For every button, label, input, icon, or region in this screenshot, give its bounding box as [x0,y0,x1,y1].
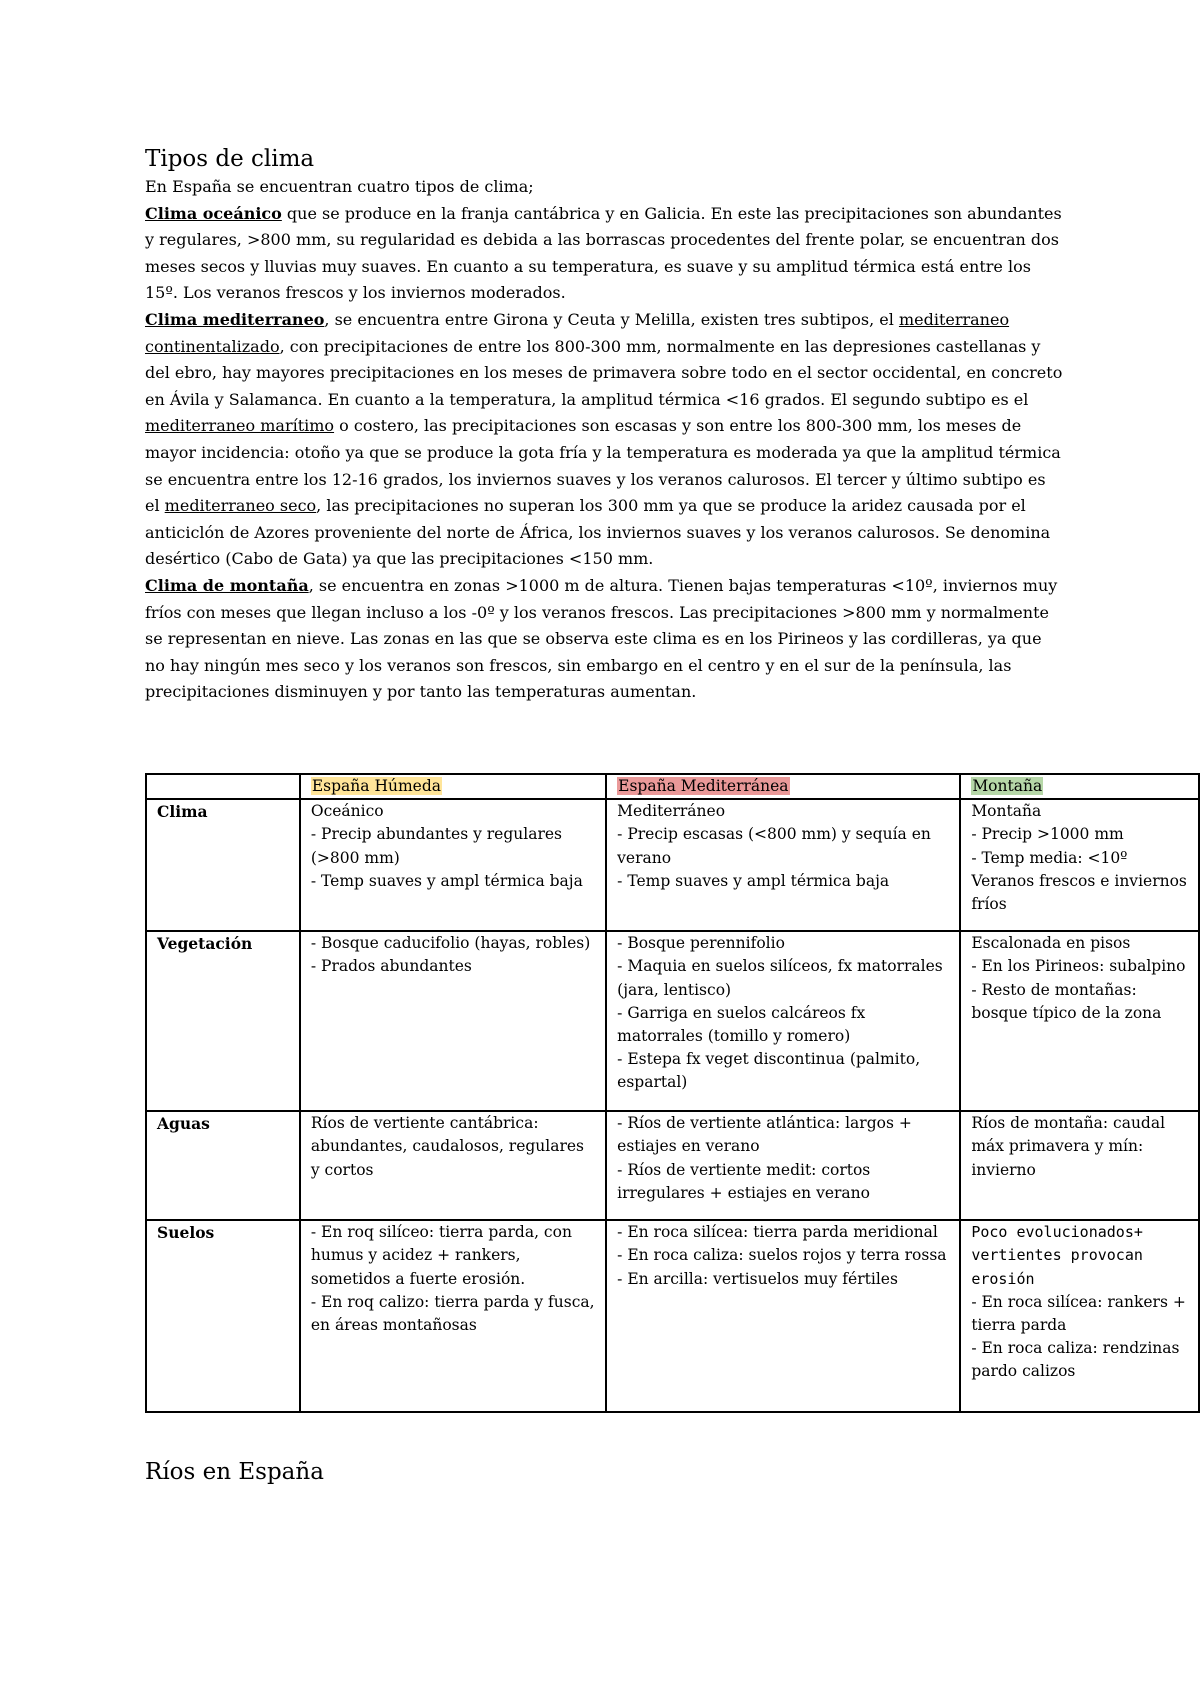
header-cell-humeda [300,774,606,799]
cell-text: - Garriga en suelos calcáreos fx matorrales (tomillo y romero) [617,1003,866,1046]
cell-text: - En roq calizo: tierra parda y fusca, en áreas montañosas [310,1292,595,1335]
cell-text: Montaña [971,802,1042,821]
table-cell [606,799,960,931]
table-header-row [146,774,1199,799]
table-cell [960,1111,1199,1220]
cell-text: Mediterráneo [617,802,726,821]
cell-text: - Prados abundantes [310,957,472,976]
table-cell [960,799,1199,931]
climate-table-body [146,774,1199,1412]
mediterraneo-text-4: , las precipitaciones no superan los 300 mm ya que se produce la aridez causada por el anticiclón de Azores proveniente del norte de África, los inviernos suaves y los veranos calurosos. Se denomina desértico (Cabo de Gata) ya que las precipitaciones <150 mm. [145,496,1051,569]
table-cell [300,799,606,931]
table-cell [960,931,1199,1111]
table-cell [300,931,606,1111]
cell-text: - Precip >1000 mm [971,825,1124,844]
header-label: España Húmeda [311,777,441,795]
cell-text: - En roca silícea: rankers + tierra parda [971,1292,1186,1335]
row-label: Vegetación [146,931,300,1111]
cell-text: - En roca caliza: suelos rojos y terra rossa [617,1246,947,1265]
oceanico-text: que se produce en la franja cantábrica y en Galicia. En este las precipitaciones son abundantes y regulares, >800 mm, su regularidad es debida a las borrascas procedentes del frente polar, se encuentran dos meses secos y lluvias muy suaves. En cuanto a su temperatura, es suave y su amplitud térmica está entre los 15º. Los veranos frescos y los inviernos moderados. [145,203,1062,303]
table-row [146,1220,1199,1412]
cell-text: - Maquia en suelos silíceos, fx matorrales (jara, lentisco) [617,957,943,999]
subtype-seco: mediterraneo seco [164,496,317,516]
climate-paragraph [145,174,1065,706]
cell-text: - Temp suaves y ampl térmica baja [617,871,890,890]
montana-text: , se encuentra en zonas >1000 m de altura. Tienen bajas temperaturas <10º, inviernos muy fríos con meses que llegan incluso a los -0º y los veranos frescos. Las precipitaciones >800 mm y normalmente se representan en nieve. Las zonas en las que se observa este clima es en los Pirineos y las cordilleras, ya que no hay ningún mes seco y los veranos son frescos, sin embargo en el centro y en el sur de la península, las precipitaciones disminuyen y por tanto las temperaturas aumentan. [145,575,1058,702]
header-label: Montaña [972,777,1043,795]
cell-text: - En roca caliza: rendzinas pardo calizos [971,1339,1180,1381]
header-cell-montana [960,774,1199,799]
term-mediterraneo: Clima mediterraneo [145,309,325,329]
cell-text: Escalonada en pisos [971,934,1131,953]
table-row [146,799,1199,931]
row-label: Aguas [146,1111,300,1220]
cell-text: - Ríos de vertiente atlántica: largos + estiajes en verano [617,1114,912,1156]
table-cell [606,1111,960,1220]
table-row [146,1111,1199,1220]
row-label: Clima [146,799,300,931]
subtype-continentalizado: mediterraneo continentalizado [145,309,1010,356]
table-cell [606,1220,960,1412]
row-label: Suelos [146,1220,300,1412]
intro-text: En España se encuentran cuatro tipos de clima; [145,177,534,196]
cell-text: Oceánico [310,802,384,821]
cell-text: - Temp suaves y ampl térmica baja [310,871,583,890]
table-cell [300,1111,606,1220]
cell-text: Ríos de montaña: caudal máx primavera y mín: invierno [971,1114,1166,1179]
cell-text: - Bosque caducifolio (hayas, robles) [310,934,591,953]
table-cell [606,931,960,1111]
cell-text: - Precip escasas (<800 mm) y sequía en verano [617,825,931,867]
cell-text: - Resto de montañas: bosque típico de la zona [971,980,1162,1022]
cell-text: - En arcilla: vertisuelos muy fértiles [617,1269,898,1288]
header-empty-cell [146,774,300,799]
cell-text: Ríos de vertiente cantábrica: abundantes, caudalosos, regulares y cortos [310,1114,585,1179]
cell-text: - Temp media: <10º Veranos frescos e inviernos fríos [971,848,1187,914]
header-label: España Mediterránea [618,777,789,795]
mediterraneo-text-3: o costero, las precipitaciones son escasas y son entre los 800-300 mm, los meses de mayor incidencia: otoño ya que se produce la gota fría y la temperatura es moderada ya que la amplitud térmica se encuentra entre los 12-16 grados, los inviernos suaves y los veranos calurosos. El tercer y último subtipo es el [145,416,1061,516]
term-oceanico: Clima oceánico [145,203,282,223]
mediterraneo-text-1: , se encuentra entre Girona y Ceuta y Melilla, existen tres subtipos, el [324,309,899,329]
table-row [146,931,1199,1111]
page-title: Tipos de clima [145,146,315,172]
table-cell [300,1220,606,1412]
mediterraneo-text-2: , con precipitaciones de entre los 800-300 mm, normalmente en las depresiones castellanas y del ebro, hay mayores precipitaciones en los meses de primavera sobre todo en el sector occidental, en concreto en Ávila y Salamanca. En cuanto a la temperatura, la amplitud térmica <16 grados. El segundo subtipo es el [145,336,1063,409]
document-body [145,144,1200,706]
table-cell [960,1220,1199,1412]
cell-text: Poco evolucionados+ vertientes provocan erosión [971,1223,1143,1288]
term-montana: Clima de montaña [145,575,309,595]
cell-text: - Precip abundantes y regulares (>800 mm) [310,825,562,867]
section-heading-rios: Ríos en España [145,1459,324,1485]
cell-text: - Bosque perennifolio [617,934,785,953]
header-cell-mediterranea [606,774,960,799]
cell-text: - En roq silíceo: tierra parda, con humus y acidez + rankers, sometidos a fuerte erosión. [310,1223,572,1288]
climate-table [145,773,1200,1413]
cell-text: - En roca silícea: tierra parda meridional [617,1223,938,1242]
cell-text: - Estepa fx veget discontinua (palmito, espartal) [617,1050,921,1092]
subtype-maritimo: mediterraneo marítimo [145,416,335,436]
cell-text: - Ríos de vertiente medit: cortos irregulares + estiajes en verano [617,1160,871,1202]
cell-text: - En los Pirineos: subalpino [971,957,1186,976]
